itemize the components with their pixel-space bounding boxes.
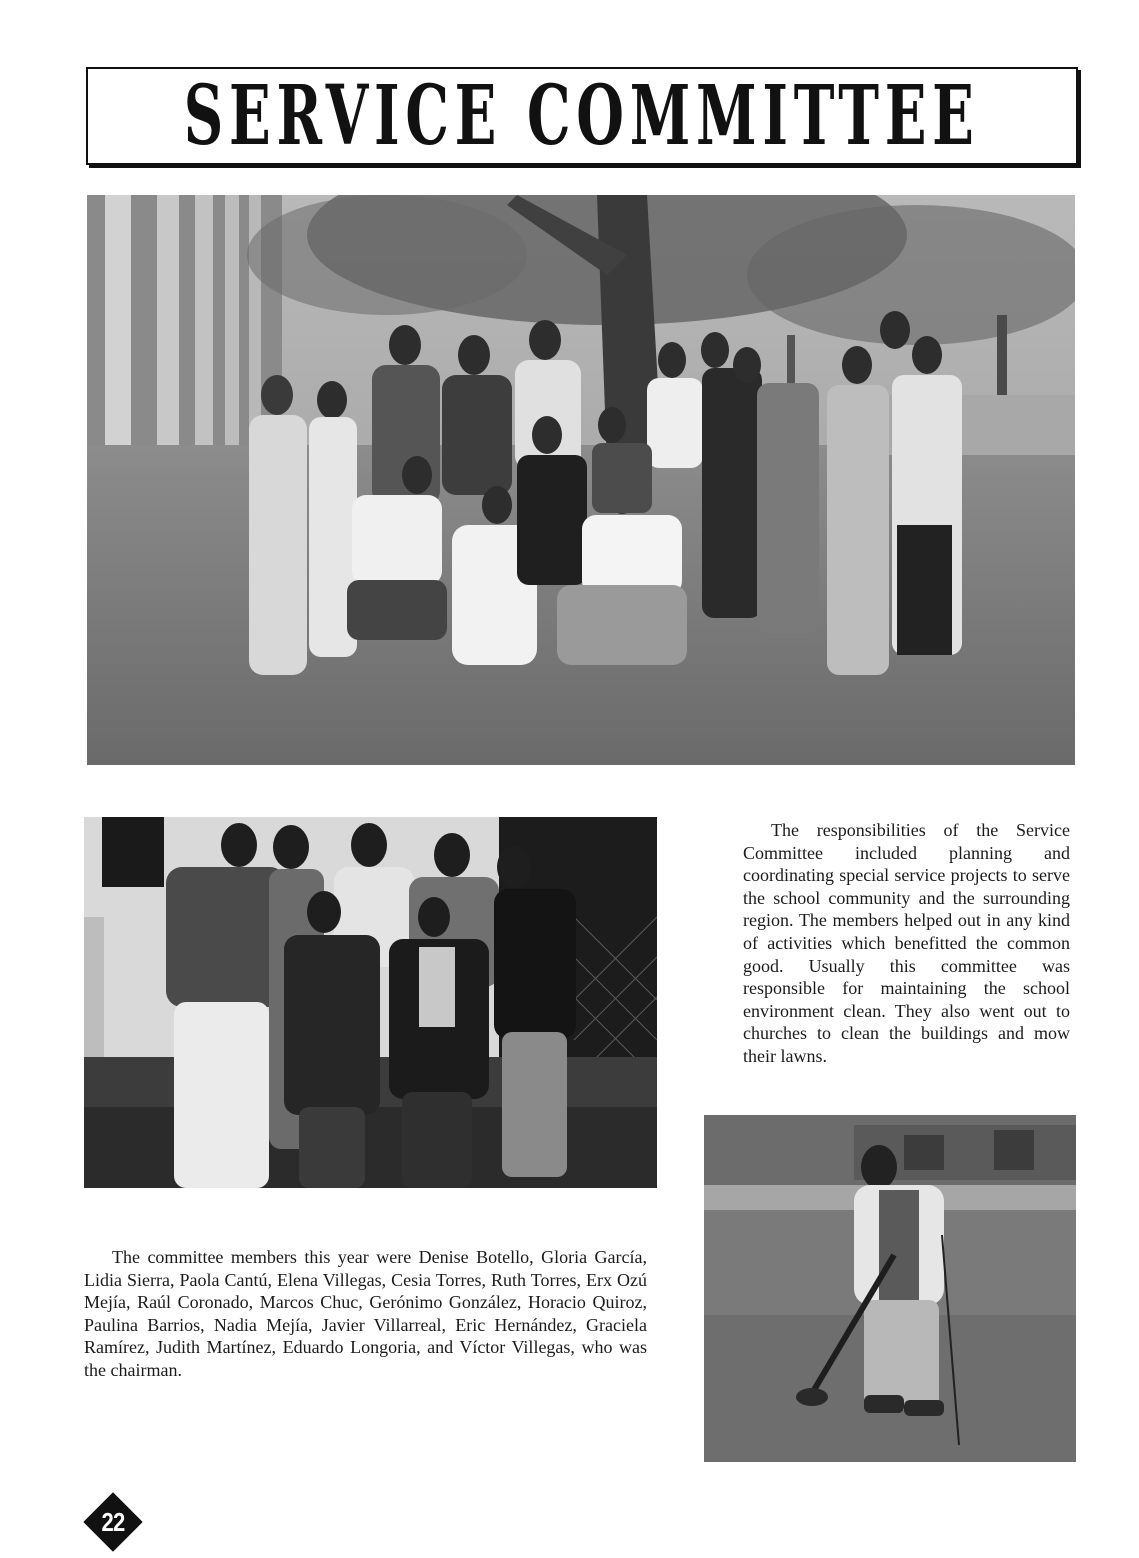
members-paragraph: The committee members this year were Denise Botello, Gloria García, Lidia Sierra, Paola Cantú, Elena Villegas, Cesia Torres, Ruth Torres, Erx Ozú Mejía, Raúl Coronado, Marcos Chuc, Gerónimo González, Horacio Quiroz, Paulina Barrios, Nadia Mejía, Javier Villarreal, Eric Hernández, Graciela Ramírez, Judith Martínez, Eduardo Longoria, and Víctor Villegas, who was the chairman. [84, 1247, 647, 1380]
trimmer-photo [704, 1115, 1076, 1462]
group-photo-image [87, 195, 1075, 765]
page-number-badge [82, 1491, 144, 1553]
trimmer-photo-image [704, 1115, 1076, 1462]
page-title-box [86, 67, 1078, 165]
page-number: 22 [101, 1506, 125, 1537]
evening-group-photo-image [84, 817, 657, 1188]
page-title: SERVICE COMMITTEE [184, 67, 980, 164]
group-photo [87, 195, 1075, 765]
evening-group-photo [84, 817, 657, 1188]
responsibilities-paragraph: The responsibilities of the Service Committee included planning and coordinating special service projects to serve the school community and the surrounding region. The members helped out in any kind of activities which benefitted the common good. Usually this committee was responsible for maintaining the school environment clean. They also went out to churches to clean the buildings and mow their lawns. [743, 820, 1070, 1066]
